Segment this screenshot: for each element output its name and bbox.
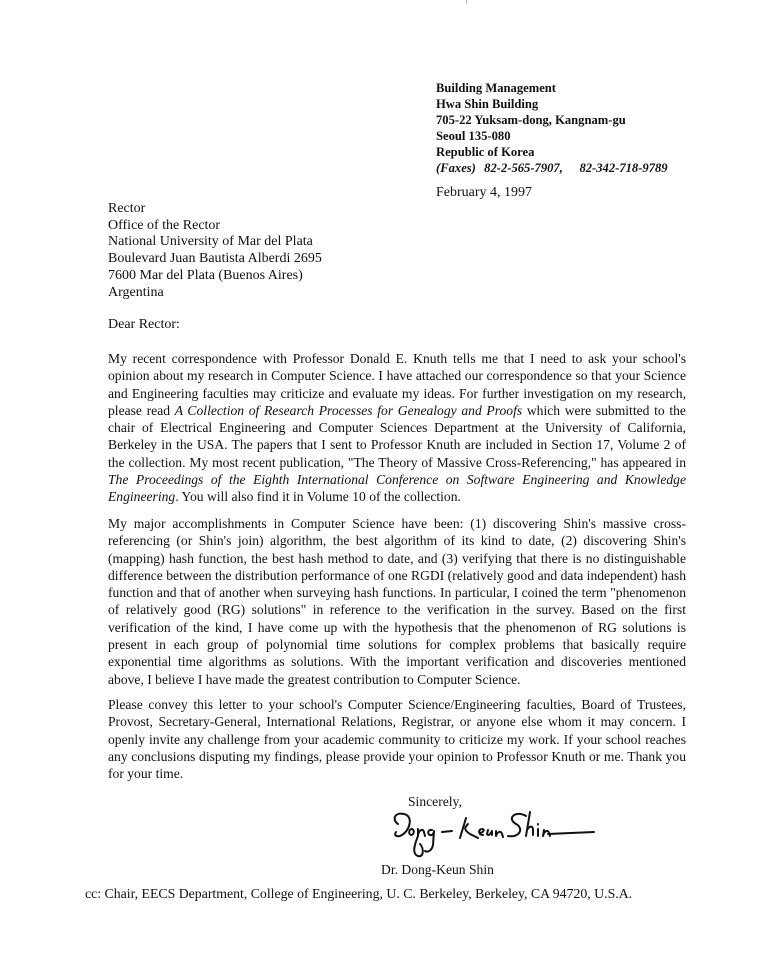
sender-line: Republic of Korea — [436, 145, 535, 159]
paragraph-1-text: My recent correspondence with Professor Donald E. Knuth tells me that I need to ask your school's opinion about my research in Computer Science. I have attached our correspondence so that your Science and Engineering faculties may criticize and evaluate my ideas. For further investigation on my research, please read — [108, 351, 686, 418]
handwritten-signature — [388, 802, 598, 864]
salutation: Dear Rector: — [108, 317, 180, 332]
recipient-line: Boulevard Juan Bautista Alberdi 2695 — [108, 251, 322, 267]
recipient-line: Argentina — [108, 284, 164, 300]
fax-numbers: 82-2-565-7907, 82-342-718-9789 — [484, 161, 668, 175]
paragraph-1 — [108, 350, 686, 506]
letter-date: February 4, 1997 — [436, 185, 533, 200]
proceedings-title: The Proceedings of the Eighth International Conference on Software Engineering and Knowledge Engineering — [108, 472, 686, 505]
signer-name: Dr. Dong-Keun Shin — [381, 862, 494, 877]
recipient-line: Office of the Rector — [108, 217, 221, 233]
paragraph-1-text: . You will also find it in Volume 10 of the collection. — [175, 489, 461, 505]
recipient-address-block — [108, 201, 322, 301]
paragraph-1-text: which were submitted to the chair of Electrical Engineering and Computer Sciences Department at the University of California, Berkeley in the USA. The papers that I sent to Professor Knuth are included in Section 17, Volume 2 of the collection. My most recent publication, "The Theory of Massive Cross-Referencing," has appeared in — [108, 402, 686, 470]
scan-speck — [466, 0, 467, 4]
recipient-line: 7600 Mar del Plata (Buenos Aires) — [108, 267, 303, 283]
cc-line: cc: Chair, EECS Department, College of Engineering, U. C. Berkeley, Berkeley, CA 94720, U.S.A. — [85, 886, 633, 901]
sender-line: 705-22 Yuksam-dong, Kangnam-gu — [436, 113, 626, 127]
closing: Sincerely, — [408, 794, 462, 809]
paragraph-3: Please convey this letter to your school's Computer Science/Engineering faculties, Board of Trustees, Provost, Secretary-General, International Relations, Registrar, or anyone else whom it may concern. I openly invite any challenge from your academic community to criticize my work. If your school reaches any conclusions disputing my findings, please provide your opinion to Professor Knuth or me. Thank you for your time. — [108, 697, 686, 782]
sender-address-block — [436, 80, 668, 176]
recipient-line: Rector — [108, 201, 146, 216]
sender-line: Seoul 135-080 — [436, 129, 511, 143]
book-title: A Collection of Research Processes for Genealogy and Proofs — [174, 402, 523, 418]
recipient-line: National University of Mar del Plata — [108, 234, 313, 250]
fax-label: (Faxes) — [436, 161, 476, 175]
sender-line: Hwa Shin Building — [436, 97, 539, 111]
paragraph-2: My major accomplishments in Computer Science have been: (1) discovering Shin's massive cross-referencing (or Shin's join) algorithm, the best algorithm of its kind to date, (2) discovering Shin's (mapping) hash function, the best hash method to date, and (3) verifying that there is no distinguishable difference between the distribution performance of one RGDI (relatively good and data independent) hash function and that of another when surveying hash functions. In particular, I coined the term "phenomenon of relatively good (RG) solutions" in reference to the verification in the survey. Based on the first verification of the kind, I have come up with the hypothesis that the phenomenon of RG solutions is present in each group of polynomial time solutions for complex problems that basically require exponential time algorithms as solutions. With the important verification and discoveries mentioned above, I believe I have made the greatest contribution to Computer Science. — [108, 516, 686, 687]
sender-line: Building Management — [436, 81, 557, 95]
sender-fax-line — [436, 160, 668, 176]
